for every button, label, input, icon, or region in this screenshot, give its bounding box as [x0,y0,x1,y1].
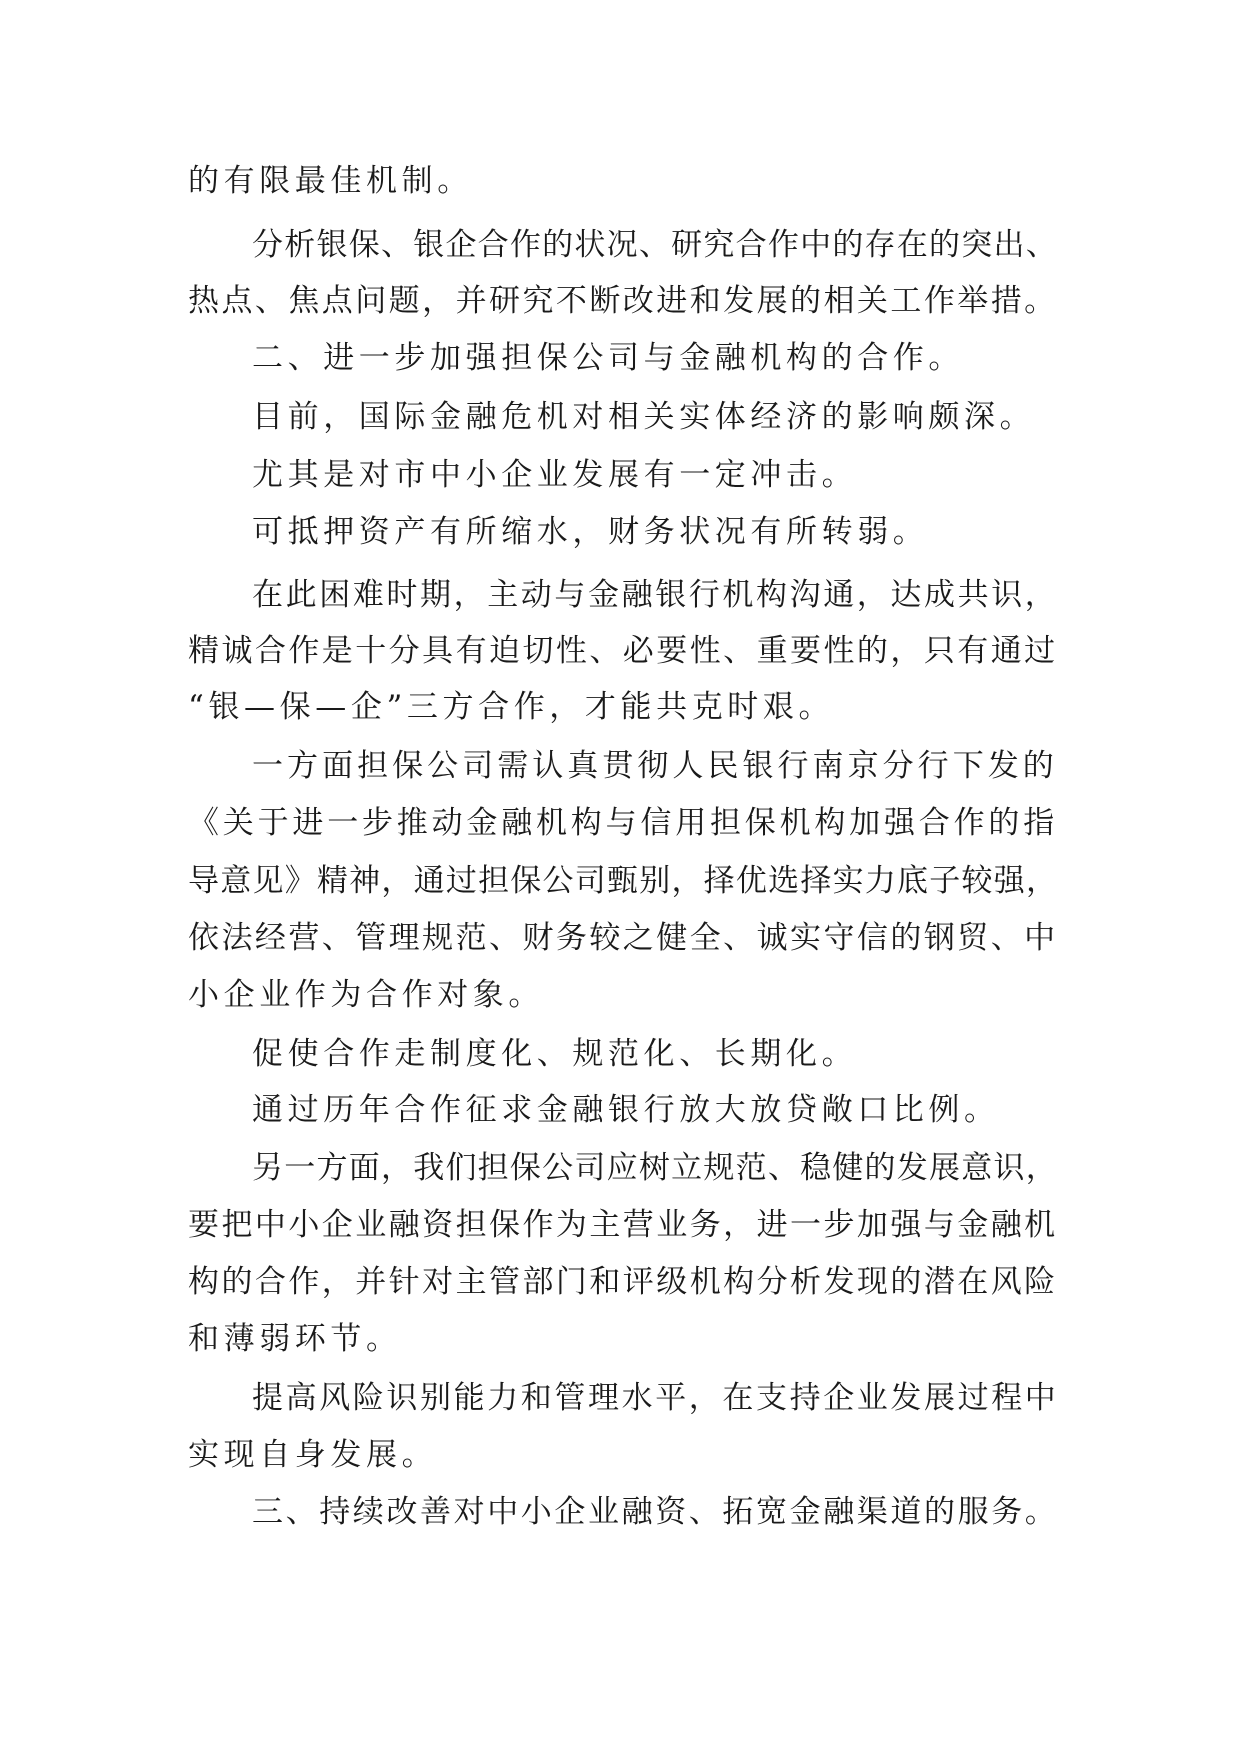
text-line: 的有限最佳机制。 [188,163,473,199]
text-line: 依法经营、管理规范、财务较之健全、诚实守信的钢贸、中 [188,920,1058,956]
text-line: 在此困难时期，主动与金融银行机构沟通，达成共识， [252,577,1059,613]
text-line: 《关于进一步推动金融机构与信用担保机构加强合作的指 [188,805,1058,841]
text-line: 另一方面，我们担保公司应树立规范、稳健的发展意识， [252,1150,1058,1186]
text-line: 和薄弱环节。 [188,1321,402,1357]
text-line: 分析银保、银企合作的状况、研究合作中的存在的突出、 [252,227,1058,263]
heading-line: 三、持续改善对中小企业融资、拓宽金融渠道的服务。 [252,1494,1059,1530]
heading-line: 二、进一步加强担保公司与金融机构的合作。 [252,340,964,376]
text-line: 导意见》精神，通过担保公司甄别，择优选择实力底子较强， [188,863,1059,899]
text-line: 要把中小企业融资担保作为主营业务，进一步加强与金融机 [188,1207,1058,1243]
text-line: 实现自身发展。 [188,1437,438,1473]
text-line: 尤其是对市中小企业发展有一定冲击。 [252,457,858,493]
text-line: 小企业作为合作对象。 [188,977,544,1013]
text-line: “银—保—企”三方合作，才能共克时艰。 [188,689,835,725]
text-line: 目前，国际金融危机对相关实体经济的影响颇深。 [252,399,1036,435]
text-line: 精诚合作是十分具有迫切性、必要性、重要性的，只有通过 [188,633,1058,669]
text-line: 热点、焦点问题，并研究不断改进和发展的相关工作举措。 [188,283,1058,319]
text-line: 一方面担保公司需认真贯彻人民银行南京分行下发的 [252,748,1058,784]
text-line: 提高风险识别能力和管理水平，在支持企业发展过程中 [252,1380,1059,1416]
text-line: 通过历年合作征求金融银行放大放贷敞口比例。 [252,1092,1000,1128]
text-line: 可抵押资产有所缩水，财务状况有所转弱。 [252,514,929,550]
text-line: 构的合作，并针对主管部门和评级机构分析发现的潜在风险 [188,1264,1058,1300]
text-line: 促使合作走制度化、规范化、长期化。 [252,1036,858,1072]
